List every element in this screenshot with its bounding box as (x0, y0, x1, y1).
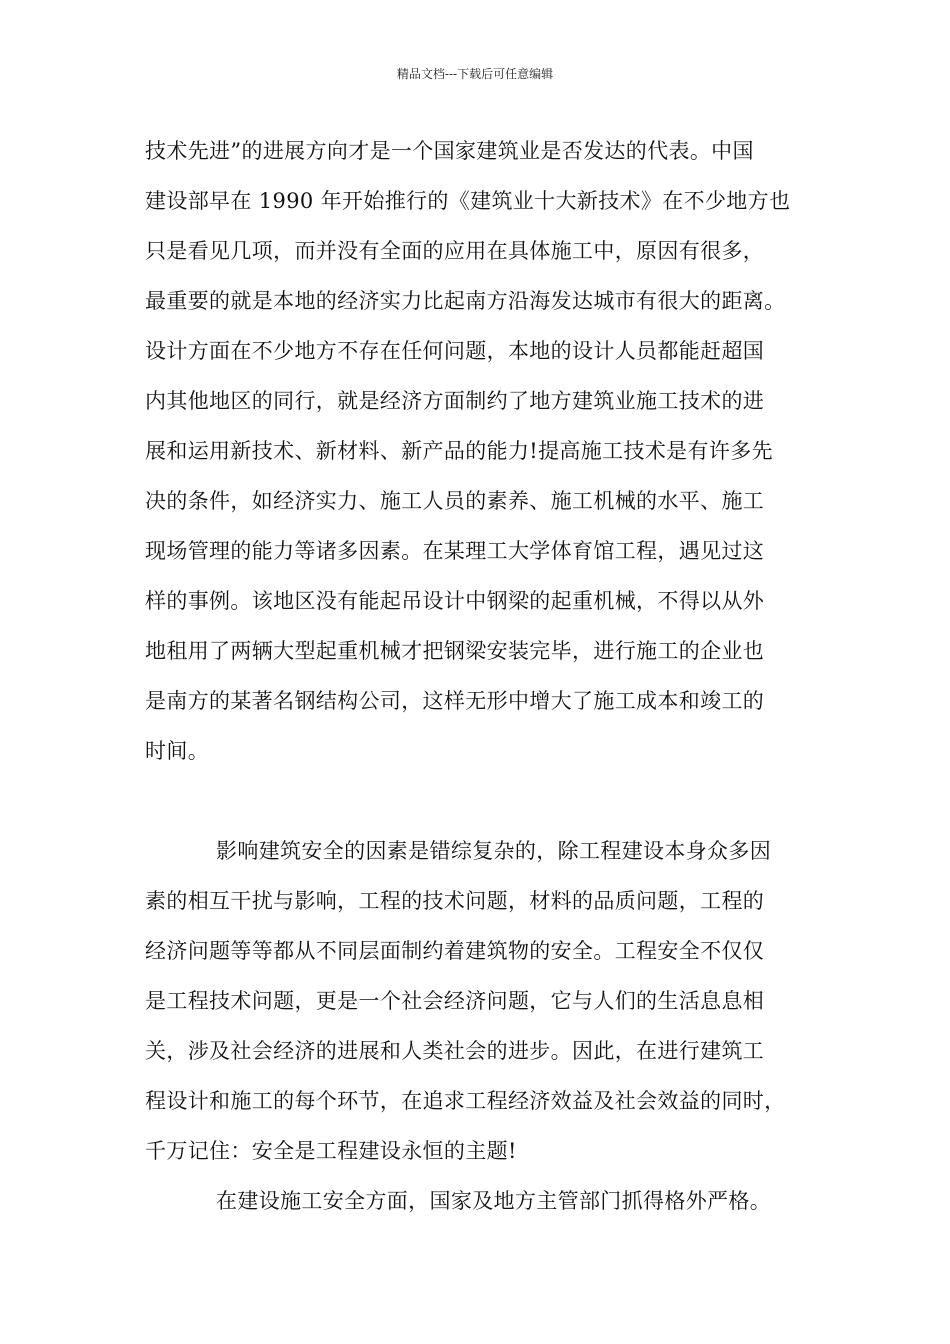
text-line: 是南方的某著名钢结构公司，这样无形中增大了施工成本和竣工的 (145, 689, 765, 713)
page-header: 精品文档---下载后可任意编辑 (396, 67, 554, 81)
text-line: 最重要的就是本地的经济实力比起南方沿海发达城市有很大的距离。 (145, 289, 786, 313)
text-line: 关，涉及社会经济的进展和人类社会的进步。因此，在进行建筑工 (145, 1039, 765, 1063)
text-line: 程设计和施工的每个环节，在追求工程经济效益及社会效益的同时， (145, 1089, 786, 1113)
text-line: 影响建筑安全的因素是错综复杂的，除工程建设本身众多因 (216, 839, 772, 863)
text-line: 地租用了两辆大型起重机械才把钢梁安装完毕，进行施工的企业也 (145, 639, 765, 663)
text-line: 建设部早在 1990 年开始推行的《建筑业十大新技术》在不少地方也 (145, 189, 791, 213)
text-line: 展和运用新技术、新材料、新产品的能力!提高施工技术是有许多先 (145, 439, 773, 463)
text-line: 素的相互干扰与影响，工程的技术问题，材料的品质问题，工程的 (145, 889, 765, 913)
text-line: 在建设施工安全方面，国家及地方主管部门抓得格外严格。 (216, 1189, 772, 1213)
text-line: 只是看见几项，而并没有全面的应用在具体施工中，原因有很多， (145, 239, 765, 263)
text-line: 是工程技术问题，更是一个社会经济问题，它与人们的生活息息相 (145, 989, 765, 1013)
text-line: 设计方面在不少地方不存在任何问题，本地的设计人员都能赶超国 (145, 339, 765, 363)
text-line: 样的事例。该地区没有能起吊设计中钢梁的起重机械，不得以从外 (145, 589, 765, 613)
text-line: 决的条件，如经济实力、施工人员的素养、施工机械的水平、施工 (145, 489, 765, 513)
text-line: 经济问题等等都从不同层面制约着建筑物的安全。工程安全不仅仅 (145, 939, 765, 963)
text-line: 内其他地区的同行，就是经济方面制约了地方建筑业施工技术的进 (145, 389, 765, 413)
text-line: 时间。 (145, 739, 210, 763)
text-line: 技术先进”的进展方向才是一个国家建筑业是否发达的代表。中国 (145, 139, 754, 163)
text-line: 现场管理的能力等诸多因素。在某理工大学体育馆工程，遇见过这 (145, 539, 765, 563)
text-line: 千万记住：安全是工程建设永恒的主题! (145, 1139, 517, 1163)
